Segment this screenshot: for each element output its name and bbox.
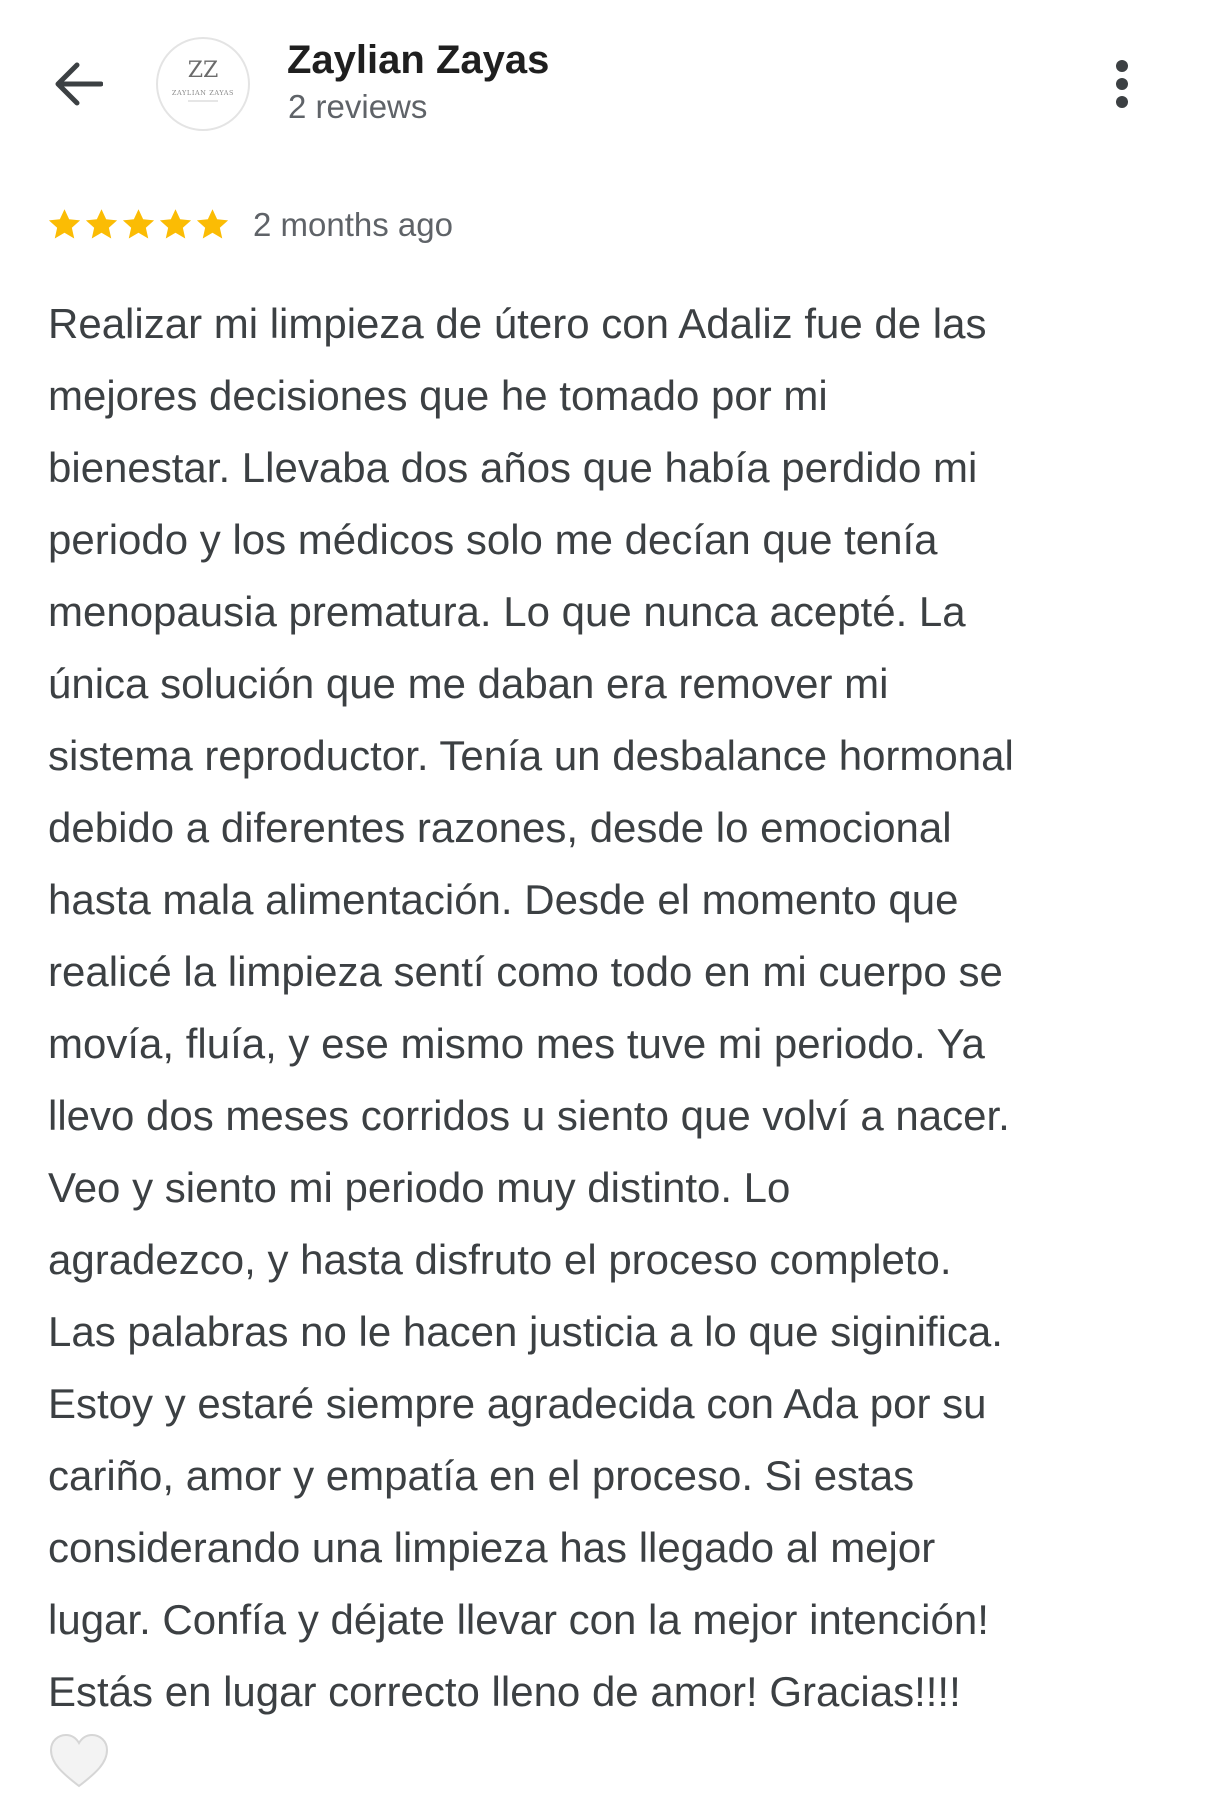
rating-row [46,202,453,248]
star-icon [46,207,83,243]
star-icon [157,207,194,243]
arrow-left-icon [53,62,103,106]
reviewer-name[interactable]: Zaylian Zayas [287,38,550,82]
avatar-monogram: ZZ [187,58,219,83]
review-date: 2 months ago [253,206,453,243]
star-icon [120,207,157,243]
white-heart-icon [48,1733,110,1789]
review-header [0,0,1206,170]
star-rating [46,207,231,243]
star-icon [83,207,120,243]
review-text: Realizar mi limpieza de útero con Adaliz fue de las mejores decisiones que he tomado por mi bienestar. Llevaba dos años que había perdido mi periodo y los médicos solo me decían que tenía menopausia prematura. Lo que nunca acepté. La única solución que me daban era remover mi sistema reproductor. Tenía un desbalance hormonal debido a diferentes razones, desde lo emocional hasta mala alimentación. Desde el momento que realicé la limpieza sentí como todo en mi cuerpo se movía, fluía, y ese mismo mes tuve mi periodo. Ya llevo dos meses corridos u siento que volví a nacer. Veo y siento mi periodo muy distinto. Lo agradezco, y hasta disfruto el proceso completo. Las palabras no le hacen justicia a lo que siginifica. Estoy y estaré siempre agradecida con Ada por su cariño, amor y empatía en el proceso. Si estas considerando una limpieza has llegado al mejor lugar. Confía y déjate llevar con la mejor intención! Estás en lugar correcto lleno de amor! Gracias!!!! [48,300,1014,1715]
more-vert-icon [1114,59,1130,109]
back-button[interactable] [48,54,108,114]
star-icon [194,207,231,243]
review-count[interactable]: 2 reviews [288,88,428,125]
avatar-caption: ZAYLIAN ZAYAS [171,89,235,97]
avatar[interactable] [156,37,250,131]
more-options-button[interactable] [1100,52,1144,116]
